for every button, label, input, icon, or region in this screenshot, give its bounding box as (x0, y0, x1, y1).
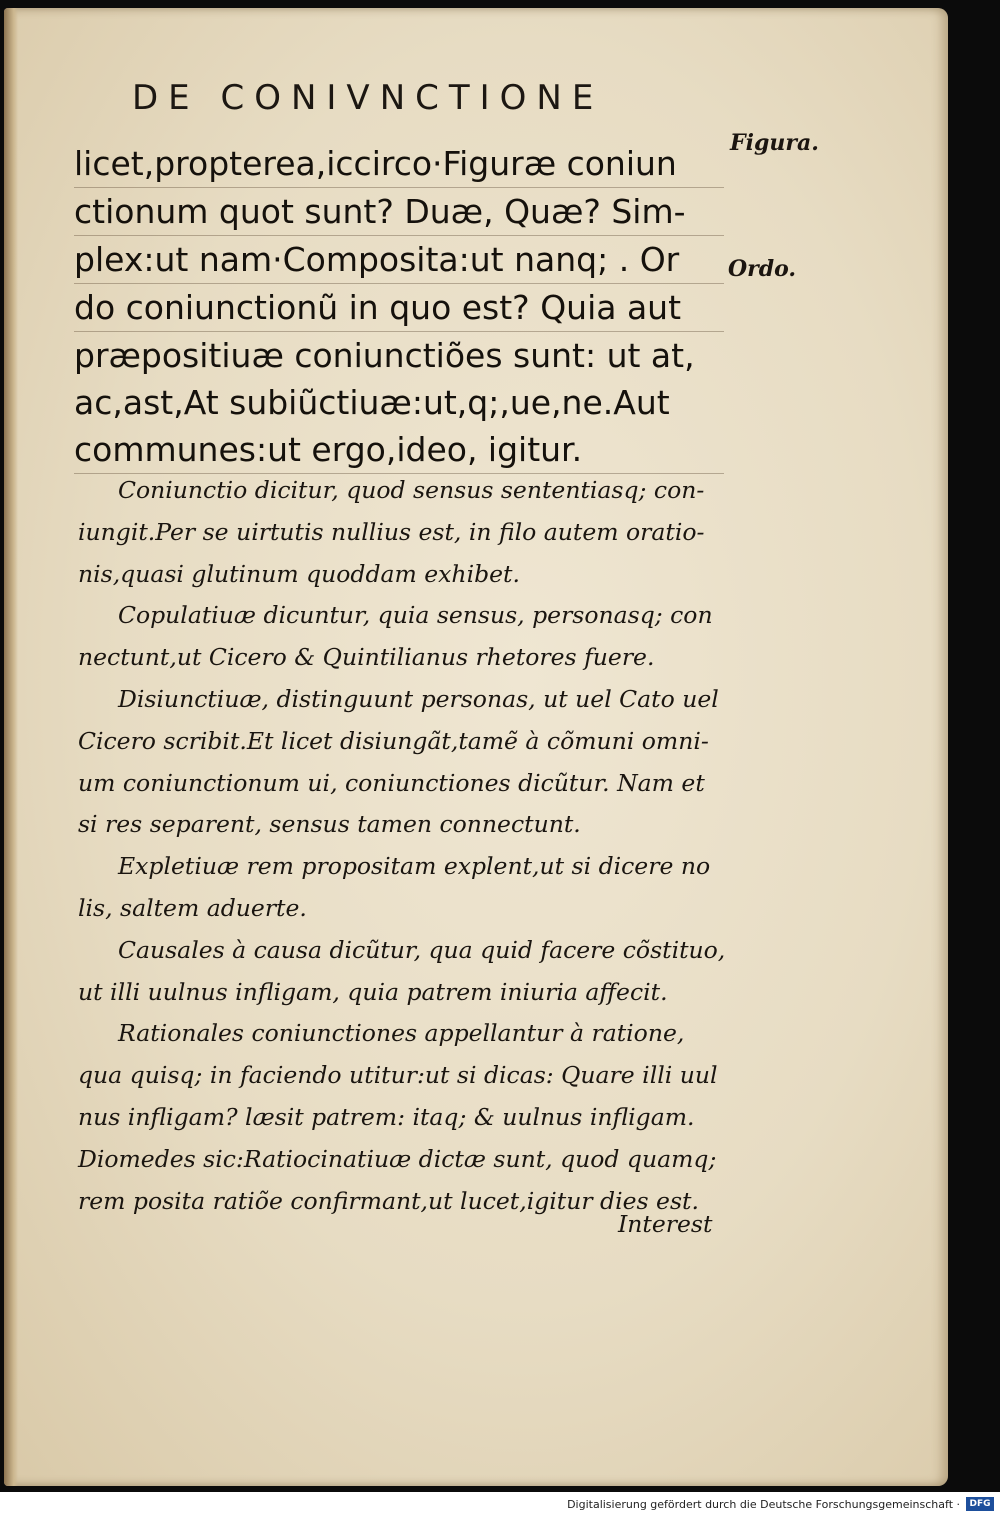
funding-credit: Digitalisierung gefördert durch die Deutsche Forschungsgemeinschaft · (567, 1498, 960, 1511)
margin-note-ordo: Ordo. (728, 256, 797, 282)
book-spine-shadow (4, 8, 18, 1486)
text-line: Rationales coniunctiones appellantur à ratione, (118, 1019, 685, 1048)
text-line: qua quisq; in faciendo utitur:ut si dicas: Quare illi uul (78, 1061, 718, 1090)
text-line: um coniunctionum ui, coniunctiones dicũtur. Nam et (78, 768, 705, 797)
catchword: Interest (618, 1210, 713, 1238)
text-line: communes:ut ergo,ideo, igitur. (74, 426, 724, 474)
text-line: ac,ast,At subiũctiuæ:ut,q;,ue,ne.Aut (74, 383, 670, 422)
text-line: Coniunctio dicitur, quod sensus sententiasq; con- (118, 476, 705, 504)
text-line: præpositiuæ coniunctiões sunt: ut at, (74, 336, 695, 375)
text-line: Causales à causa dicũtur, qua quid facere cõstituo, (118, 935, 726, 964)
text-line: Expletiuæ rem propositam explent,ut si dicere no (118, 852, 711, 881)
text-line: iungit.Per se uirtutis nullius est, in filo autem oratio- (78, 517, 705, 546)
text-line: nis,quasi glutinum quoddam exhibet. (78, 559, 520, 588)
dfg-logo: DFG (966, 1497, 994, 1511)
text-line: Cicero scribit.Et licet disiungãt,tamẽ à cõmuni omni- (78, 726, 709, 755)
text-line: Diomedes sic:Ratiocinatiuæ dictæ sunt, quod quamq; (78, 1144, 717, 1173)
text-line: do coniunctionũ in quo est? Quia aut (74, 284, 724, 332)
margin-note-figura: Figura. (730, 130, 819, 156)
text-line: lis, saltem aduerte. (78, 893, 307, 922)
roman-text-block (74, 140, 724, 474)
text-line: nus infligam? læsit patrem: itaq; & uulnus infligam. (78, 1102, 695, 1131)
text-line: Copulatiuæ dicuntur, quia sensus, personasq; con (118, 601, 713, 630)
text-line: plex:ut nam·Composita:ut nanq; . Or (74, 236, 724, 284)
text-line: si res separent, sensus tamen connectunt. (78, 810, 581, 839)
footer-bar (0, 1492, 1000, 1516)
italic-commentary-block (78, 470, 728, 1222)
text-line: ctionum quot sunt? Duæ, Quæ? Sim- (74, 188, 724, 236)
text-line: nectunt,ut Cicero & Quintilianus rhetores fuere. (78, 643, 655, 672)
text-line: rem posita ratiõe confirmant,ut lucet,igitur dies est. (78, 1186, 699, 1215)
running-head: DE CONIVNCTIONE (132, 78, 604, 118)
text-line: licet,propterea,iccirco·Figuræ coniun (74, 140, 724, 188)
text-line: ut illi uulnus infligam, quia patrem iniuria affecit. (78, 977, 668, 1006)
text-line: Disiunctiuæ, distinguunt personas, ut uel Cato uel (118, 684, 719, 713)
